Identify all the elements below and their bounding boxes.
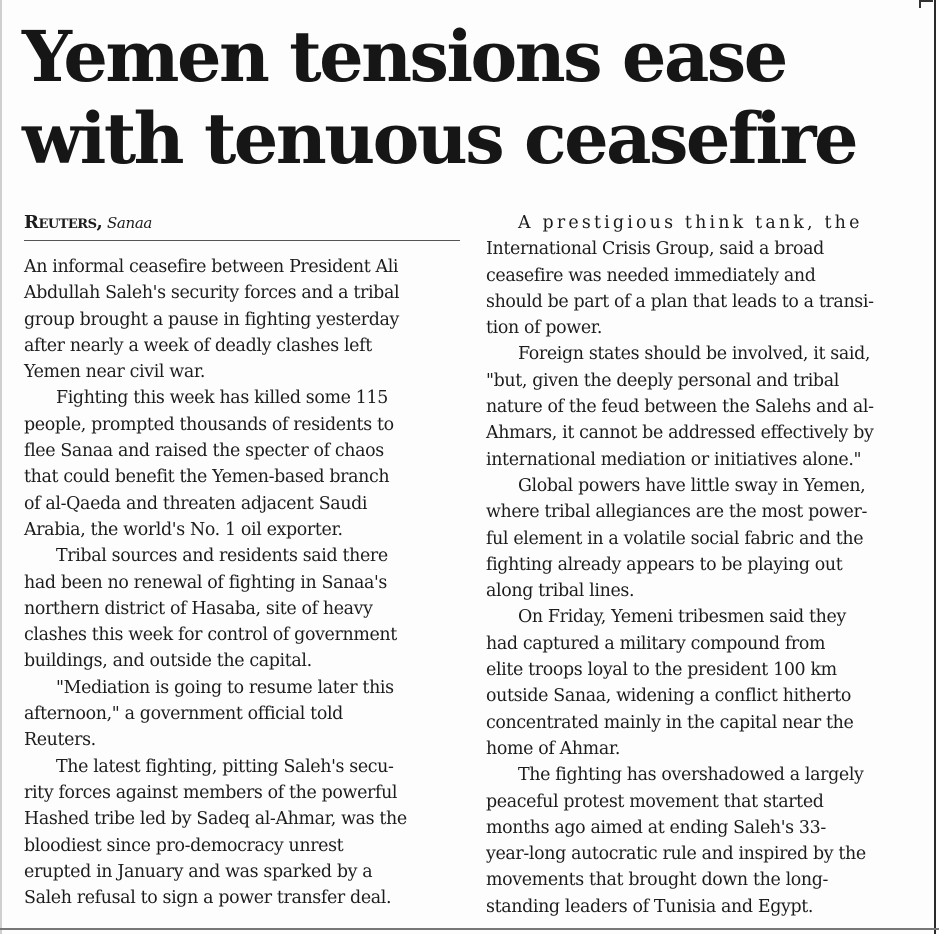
- text-line: that could benefit the Yemen-based branch: [24, 467, 390, 488]
- text-line: people, prompted thousands of residents to: [24, 414, 394, 435]
- text-line: nature of the feud between the Salehs and al-: [486, 397, 874, 418]
- text-line: "but, given the deeply personal and tribal: [486, 370, 839, 391]
- text-line: concentrated mainly in the capital near the: [486, 712, 854, 733]
- text-line: home of Ahmar.: [486, 738, 621, 759]
- paragraph-left-3: [24, 543, 461, 674]
- text-line: clashes this week for control of government: [24, 625, 397, 646]
- text-line: A prestigious think tank, the: [518, 213, 863, 233]
- byline-rule: [24, 240, 460, 241]
- text-line: fighting already appears to be playing out: [486, 554, 843, 575]
- paragraph-left-5: [24, 754, 461, 912]
- text-line: peaceful protest movement that started: [486, 791, 824, 812]
- paragraph-left-1: [24, 254, 461, 385]
- text-line: erupted in January and was sparked by a: [24, 861, 373, 882]
- text-line: buildings, and outside the capital.: [24, 651, 312, 672]
- text-line: outside Sanaa, widening a conflict hitherto: [486, 686, 851, 707]
- text-line: Tribal sources and residents said there: [56, 546, 388, 567]
- text-line: Abdullah Saleh's security forces and a tribal: [24, 283, 400, 304]
- corner-mark: [919, 0, 933, 8]
- text-line: flee Sanaa and raised the specter of chaos: [24, 441, 384, 462]
- text-line: where tribal allegiances are the most power-: [486, 502, 867, 523]
- text-line: group brought a pause in fighting yesterday: [24, 309, 400, 330]
- text-line: had captured a military compound from: [486, 633, 826, 654]
- headline-line-2: with tenuous ceasefire: [22, 97, 857, 180]
- byline-agency: Reuters,: [24, 212, 103, 233]
- text-line: The latest fighting, pitting Saleh's secu-: [56, 756, 394, 777]
- text-line: months ago aimed at ending Saleh's 33-: [486, 817, 826, 838]
- text-line: Ahmars, it cannot be addressed effectively by: [486, 423, 874, 444]
- text-line: The fighting has overshadowed a largely: [518, 765, 864, 786]
- paragraph-right-4: [486, 604, 923, 762]
- text-line: of al-Qaeda and threaten adjacent Saudi: [24, 493, 368, 514]
- text-line: tion of power.: [486, 318, 602, 339]
- text-line: On Friday, Yemeni tribesmen said they: [518, 607, 846, 628]
- paragraph-right-2: [486, 341, 923, 472]
- text-line: International Crisis Group, said a broad: [486, 239, 824, 260]
- text-line: along tribal lines.: [486, 581, 635, 602]
- paragraph-left-4: [24, 675, 461, 754]
- paragraph-right-5: [486, 762, 923, 920]
- text-line: standing leaders of Tunisia and Egypt.: [486, 896, 814, 917]
- text-line: "Mediation is going to resume later this: [56, 677, 394, 698]
- page-edge-left: [0, 0, 2, 934]
- text-line: movements that brought down the long-: [486, 870, 829, 891]
- paragraph-left-2: [24, 385, 461, 543]
- text-line: year-long autocratic rule and inspired by the: [486, 844, 866, 865]
- text-line: rity forces against members of the powerful: [24, 782, 398, 803]
- page-edge-bottom: [0, 928, 939, 930]
- article-headline: [22, 16, 922, 180]
- text-line: should be part of a plan that leads to a transi-: [486, 291, 874, 312]
- headline-line-1: Yemen tensions ease: [22, 15, 786, 98]
- text-line: Yemen near civil war.: [24, 362, 206, 383]
- byline-location: Sanaa: [107, 214, 153, 232]
- text-line: after nearly a week of deadly clashes left: [24, 335, 372, 356]
- text-line: Global powers have little sway in Yemen,: [518, 475, 866, 496]
- text-line: Foreign states should be involved, it said,: [518, 344, 871, 365]
- text-line: Hashed tribe led by Sadeq al-Ahmar, was the: [24, 809, 407, 830]
- text-line: ful element in a volatile social fabric and the: [486, 528, 864, 549]
- text-line: Reuters.: [24, 730, 96, 751]
- article-column-left: [24, 210, 461, 911]
- text-line: afternoon," a government official told: [24, 704, 343, 725]
- text-line: An informal ceasefire between President Ali: [24, 257, 399, 277]
- text-line: Saleh refusal to sign a power transfer deal.: [24, 888, 392, 909]
- text-line: ceasefire was needed immediately and: [486, 265, 816, 286]
- text-line: Arabia, the world's No. 1 oil exporter.: [24, 519, 343, 540]
- paragraph-right-1: [486, 210, 923, 341]
- byline: [24, 210, 461, 236]
- article-column-right: [486, 210, 923, 920]
- text-line: international mediation or initiatives alone.": [486, 449, 862, 470]
- text-line: Fighting this week has killed some 115: [56, 388, 388, 409]
- text-line: had been no renewal of fighting in Sanaa's: [24, 572, 388, 593]
- text-line: northern district of Hasaba, site of heavy: [24, 598, 373, 619]
- text-line: bloodiest since pro-democracy unrest: [24, 835, 344, 856]
- text-line: elite troops loyal to the president 100 km: [486, 660, 837, 681]
- page-edge-right: [934, 0, 936, 934]
- paragraph-right-3: [486, 473, 923, 604]
